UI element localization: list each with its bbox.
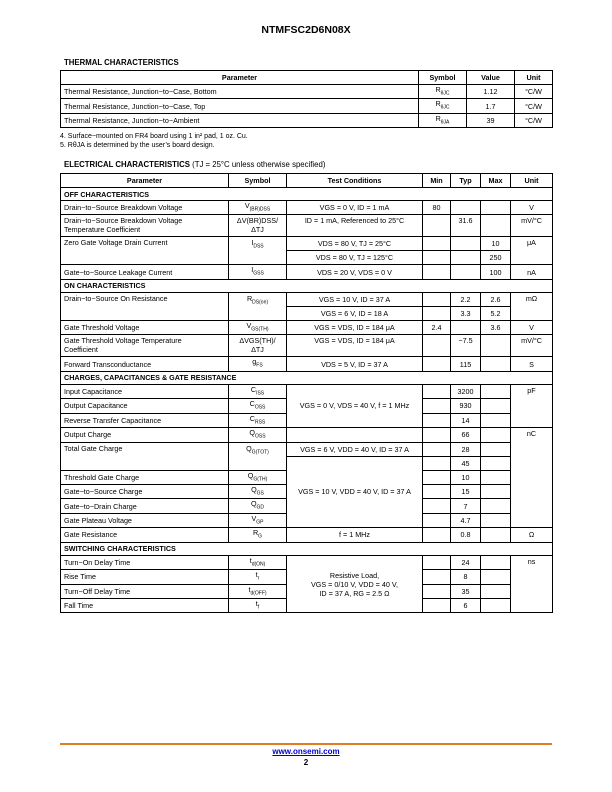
typ-cell: 45	[451, 456, 481, 470]
typ-cell: −7.5	[451, 335, 481, 357]
unit-cell: °C/W	[515, 85, 553, 99]
on-characteristics-heading: ON CHARACTERISTICS	[61, 279, 553, 292]
unit-cell: nA	[511, 265, 553, 279]
max-cell	[481, 384, 511, 398]
symbol-cell: $Q_{GS}$	[229, 484, 287, 498]
symbol-cell: $V_{GS(TH)}$	[229, 320, 287, 334]
min-cell	[423, 265, 451, 279]
table-row	[61, 85, 553, 99]
param-line: Temperature Coefficient	[64, 225, 141, 235]
table-row	[61, 384, 553, 398]
page-number: 2	[303, 758, 309, 767]
col-max: Max	[481, 174, 511, 188]
col-typ: Typ	[451, 174, 481, 188]
param-cell: Drain−to−Source On Resistance	[61, 292, 229, 320]
max-cell: 250	[481, 251, 511, 265]
param-cell: Gate−to−Drain Charge	[61, 499, 229, 513]
min-cell	[423, 599, 451, 613]
min-cell	[423, 237, 451, 251]
symbol-line: ΔTJ	[251, 225, 264, 235]
min-cell	[423, 306, 451, 320]
condition-cell: VGS = 6 V, VDD = 40 V, ID = 37 A	[287, 442, 423, 456]
condition-cell: VGS = 0 V, ID = 1 mA	[287, 201, 423, 215]
param-cell: Gate−to−Source Leakage Current	[61, 265, 229, 279]
unit-cell: nC	[511, 428, 553, 528]
col-symbol: Symbol	[419, 71, 467, 85]
electrical-table	[60, 173, 553, 613]
param-cell: Turn−Off Delay Time	[61, 584, 229, 598]
col-value: Value	[467, 71, 515, 85]
switching-heading: SWITCHING CHARACTERISTICS	[61, 542, 553, 555]
table-row	[61, 335, 553, 357]
note-5: 5. RθJA is determined by the user’s board design.	[60, 142, 215, 149]
param-cell: Reverse Transfer Capacitance	[61, 413, 229, 427]
max-cell	[481, 413, 511, 427]
table-row	[61, 292, 553, 306]
min-cell	[423, 528, 451, 542]
value-cell: 1.12	[467, 85, 515, 99]
unit-cell: mV/°C	[511, 335, 553, 357]
condition-cell: VDS = 80 V, TJ = 125°C	[287, 251, 423, 265]
symbol-line: ΔVGS(TH)/	[239, 336, 276, 346]
max-cell: 5.2	[481, 306, 511, 320]
condition-line: VGS = 0/10 V, VDD = 40 V,	[311, 579, 398, 589]
thermal-section-title: THERMAL CHARACTERISTICS	[64, 58, 179, 67]
typ-cell: 2.2	[451, 292, 481, 306]
condition-cell	[287, 555, 423, 613]
unit-cell: mV/°C	[511, 215, 553, 237]
typ-cell	[451, 201, 481, 215]
condition-line: ID = 37 A, RG = 2.5 Ω	[319, 588, 390, 598]
param-cell: Turn−On Delay Time	[61, 555, 229, 569]
symbol-cell: $t_{d(ON)}$	[229, 555, 287, 569]
min-cell	[423, 513, 451, 527]
symbol-cell: $t_f$	[229, 599, 287, 613]
unit-cell: ns	[511, 555, 553, 613]
table-row	[61, 215, 553, 237]
charges-heading: CHARGES, CAPACITANCES & GATE RESISTANCE	[61, 371, 553, 384]
min-cell	[423, 251, 451, 265]
unit-cell: V	[511, 320, 553, 334]
param-cell: Total Gate Charge	[61, 442, 229, 470]
thermal-table	[60, 70, 553, 128]
col-unit: Unit	[515, 71, 553, 85]
symbol-line: ΔV(BR)DSS/	[236, 216, 279, 226]
min-cell	[423, 442, 451, 456]
electrical-section-title	[64, 160, 325, 169]
param-cell: Gate−to−Source Charge	[61, 484, 229, 498]
col-symbol: Symbol	[229, 174, 287, 188]
condition-line: Resistive Load,	[329, 570, 380, 580]
min-cell	[423, 335, 451, 357]
symbol-cell: $C_{RSS}$	[229, 413, 287, 427]
unit-cell: μA	[511, 237, 553, 265]
table-row	[61, 555, 553, 569]
typ-cell: 4.7	[451, 513, 481, 527]
condition-cell	[287, 428, 423, 442]
unit-cell: Ω	[511, 528, 553, 542]
param-cell: Rise Time	[61, 570, 229, 584]
typ-cell	[451, 265, 481, 279]
min-cell	[423, 357, 451, 371]
max-cell: 100	[481, 265, 511, 279]
typ-cell: 35	[451, 584, 481, 598]
max-cell	[481, 513, 511, 527]
symbol-cell: $Q_{G(TOT)}$	[229, 442, 287, 470]
thermal-notes	[60, 132, 248, 150]
min-cell	[423, 470, 451, 484]
typ-cell: 14	[451, 413, 481, 427]
max-cell	[481, 599, 511, 613]
symbol-cell: $R_{\theta JC}$	[419, 99, 467, 113]
typ-cell: 28	[451, 442, 481, 456]
electrical-title: ELECTRICAL CHARACTERISTICS	[64, 160, 190, 169]
col-parameter: Parameter	[61, 71, 419, 85]
typ-cell: 3.3	[451, 306, 481, 320]
condition-cell: VGS = 0 V, VDS = 40 V, f = 1 MHz	[287, 384, 423, 427]
condition-cell: VDS = 80 V, TJ = 25°C	[287, 237, 423, 251]
max-cell	[481, 428, 511, 442]
param-line: Drain−to−Source Breakdown Voltage	[64, 216, 183, 226]
min-cell: 2.4	[423, 320, 451, 334]
param-line: Coefficient	[64, 345, 98, 355]
col-min: Min	[423, 174, 451, 188]
condition-cell: VDS = 20 V, VDS = 0 V	[287, 265, 423, 279]
typ-cell: 7	[451, 499, 481, 513]
min-cell	[423, 215, 451, 237]
max-cell	[481, 357, 511, 371]
min-cell	[423, 428, 451, 442]
unit-cell: V	[511, 201, 553, 215]
symbol-cell: $g_{FS}$	[229, 357, 287, 371]
unit-cell: °C/W	[515, 99, 553, 113]
typ-cell: 8	[451, 570, 481, 584]
min-cell	[423, 384, 451, 398]
condition-cell: ID = 1 mA, Referenced to 25°C	[287, 215, 423, 237]
max-cell	[481, 335, 511, 357]
symbol-cell: $R_G$	[229, 528, 287, 542]
max-cell	[481, 456, 511, 470]
max-cell	[481, 584, 511, 598]
electrical-condition: (TJ = 25°C unless otherwise specified)	[192, 160, 326, 169]
symbol-cell: $Q_{GD}$	[229, 499, 287, 513]
min-cell	[423, 292, 451, 306]
condition-cell: VGS = 10 V, VDD = 40 V, ID = 37 A	[287, 456, 423, 528]
min-cell: 80	[423, 201, 451, 215]
max-cell	[481, 570, 511, 584]
unit-cell: °C/W	[515, 113, 553, 127]
min-cell	[423, 456, 451, 470]
table-row	[61, 265, 553, 279]
min-cell	[423, 570, 451, 584]
max-cell	[481, 201, 511, 215]
symbol-cell: $C_{ISS}$	[229, 384, 287, 398]
footer-divider	[60, 743, 552, 745]
max-cell: 10	[481, 237, 511, 251]
param-cell: Forward Transconductance	[61, 357, 229, 371]
col-test-conditions: Test Conditions	[287, 174, 423, 188]
symbol-cell: $Q_{OSS}$	[229, 428, 287, 442]
param-cell: Thermal Resistance, Junction−to−Ambient	[61, 113, 419, 127]
table-row	[61, 237, 553, 251]
typ-cell: 0.8	[451, 528, 481, 542]
param-cell: Fall Time	[61, 599, 229, 613]
table-row	[61, 442, 553, 456]
off-characteristics-heading: OFF CHARACTERISTICS	[61, 188, 553, 201]
typ-cell: 6	[451, 599, 481, 613]
param-cell: Input Capacitance	[61, 384, 229, 398]
symbol-line: ΔTJ	[251, 345, 264, 355]
website-link[interactable]: www.onsemi.com	[272, 747, 340, 756]
note-4: 4. Surface−mounted on FR4 board using 1 in² pad, 1 oz. Cu.	[60, 133, 248, 140]
param-cell: Thermal Resistance, Junction−to−Case, Top	[61, 99, 419, 113]
typ-cell	[451, 251, 481, 265]
param-cell: Drain−to−Source Breakdown Voltage	[61, 201, 229, 215]
typ-cell: 24	[451, 555, 481, 569]
param-cell: Threshold Gate Charge	[61, 470, 229, 484]
param-cell	[61, 335, 229, 357]
col-parameter: Parameter	[61, 174, 229, 188]
param-cell: Gate Resistance	[61, 528, 229, 542]
param-cell: Zero Gate Voltage Drain Current	[61, 237, 229, 265]
max-cell	[481, 528, 511, 542]
symbol-cell	[229, 335, 287, 357]
symbol-cell: $I_{GSS}$	[229, 265, 287, 279]
max-cell: 2.6	[481, 292, 511, 306]
param-cell: Gate Plateau Voltage	[61, 513, 229, 527]
typ-cell: 10	[451, 470, 481, 484]
max-cell	[481, 470, 511, 484]
symbol-cell: $t_r$	[229, 570, 287, 584]
typ-cell	[451, 320, 481, 334]
value-cell: 39	[467, 113, 515, 127]
table-row	[61, 357, 553, 371]
table-row	[61, 201, 553, 215]
condition-cell: VGS = 10 V, ID = 37 A	[287, 292, 423, 306]
param-cell	[61, 215, 229, 237]
symbol-cell: $C_{OSS}$	[229, 399, 287, 413]
typ-cell: 15	[451, 484, 481, 498]
max-cell	[481, 442, 511, 456]
condition-cell: f = 1 MHz	[287, 528, 423, 542]
param-cell: Output Capacitance	[61, 399, 229, 413]
col-unit: Unit	[511, 174, 553, 188]
param-line: Gate Threshold Voltage Temperature	[64, 336, 182, 346]
table-row	[61, 113, 553, 127]
max-cell	[481, 499, 511, 513]
table-row	[61, 320, 553, 334]
condition-cell: VGS = VDS, ID = 184 μA	[287, 335, 423, 357]
typ-cell	[451, 237, 481, 251]
value-cell: 1.7	[467, 99, 515, 113]
condition-cell: VDS = 5 V, ID = 37 A	[287, 357, 423, 371]
typ-cell: 66	[451, 428, 481, 442]
typ-cell: 115	[451, 357, 481, 371]
part-number-header: NTMFSC2D6N08X	[261, 24, 351, 36]
symbol-cell: $V_{(BR)DSS}$	[229, 201, 287, 215]
param-cell: Output Charge	[61, 428, 229, 442]
symbol-cell: $Q_{G(TH)}$	[229, 470, 287, 484]
max-cell: 3.6	[481, 320, 511, 334]
max-cell	[481, 215, 511, 237]
max-cell	[481, 555, 511, 569]
param-cell: Gate Threshold Voltage	[61, 320, 229, 334]
condition-cell: VGS = VDS, ID = 184 μA	[287, 320, 423, 334]
min-cell	[423, 555, 451, 569]
min-cell	[423, 399, 451, 413]
max-cell	[481, 484, 511, 498]
min-cell	[423, 584, 451, 598]
min-cell	[423, 499, 451, 513]
table-row	[61, 99, 553, 113]
symbol-cell: $R_{\theta JC}$	[419, 85, 467, 99]
unit-cell: pF	[511, 384, 553, 427]
max-cell	[481, 399, 511, 413]
symbol-cell: $R_{DS(on)}$	[229, 292, 287, 320]
min-cell	[423, 484, 451, 498]
symbol-cell: $I_{DSS}$	[229, 237, 287, 265]
table-row	[61, 428, 553, 442]
condition-cell: VGS = 6 V, ID = 18 A	[287, 306, 423, 320]
symbol-cell: $t_{d(OFF)}$	[229, 584, 287, 598]
typ-cell: 3200	[451, 384, 481, 398]
symbol-cell: $R_{\theta JA}$	[419, 113, 467, 127]
unit-cell: S	[511, 357, 553, 371]
min-cell	[423, 413, 451, 427]
typ-cell: 31.6	[451, 215, 481, 237]
symbol-cell	[229, 215, 287, 237]
symbol-cell: $V_{GP}$	[229, 513, 287, 527]
typ-cell: 930	[451, 399, 481, 413]
unit-cell: mΩ	[511, 292, 553, 320]
param-cell: Thermal Resistance, Junction−to−Case, Bottom	[61, 85, 419, 99]
table-row	[61, 528, 553, 542]
